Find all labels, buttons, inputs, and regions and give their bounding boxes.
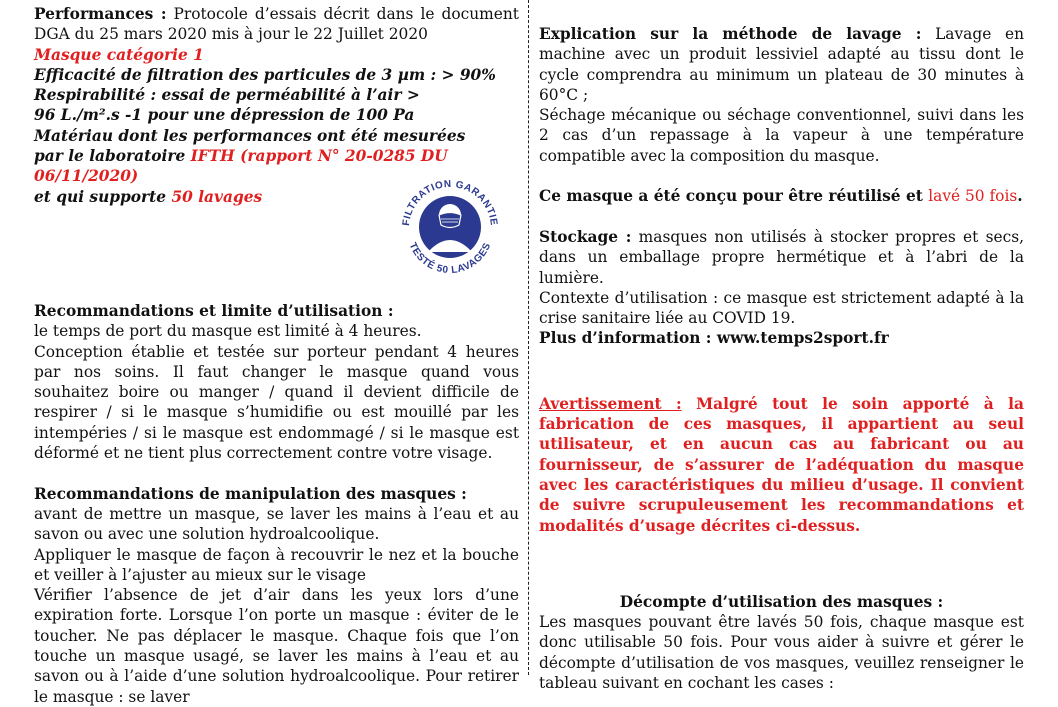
- washing-method-text: Lavage en machine avec un produit lessiviel adapté au tissu dont le cycle comprendra au minimum un plateau de 30 minutes à 60°C ;: [539, 25, 1024, 104]
- right-column: [539, 24, 1024, 693]
- drying-paragraph: Séchage mécanique ou séchage conventionnel, suivi dans les 2 cas d’un repassage à la vapeur à une température compatible avec la composition du masque.: [539, 106, 1024, 165]
- handling-title: Recommandations de manipulation des masques :: [34, 484, 467, 503]
- performances-label: Performances :: [34, 5, 167, 23]
- reuse-text: Ce masque a été conçu pour être réutilisé et: [539, 187, 929, 206]
- lab-report: IFTH (rapport N° 20-0285 DU 06/11/2020): [34, 147, 448, 186]
- warning-label: Avertissement :: [539, 394, 682, 413]
- recommendations-title: Recommandations et limite d’utilisation :: [34, 301, 394, 320]
- filtration-efficiency: Efficacité de filtration des particules de 3 µm : > 90%: [34, 65, 496, 84]
- storage-label: Stockage :: [539, 227, 632, 246]
- washing-method-label: Explication sur la méthode de lavage :: [539, 25, 922, 43]
- warning-paragraph: [539, 394, 1024, 536]
- warning-text: Malgré tout le soin apporté à la fabrication de ces masques, il appartient au seul utilisateur, et en aucun cas au fabricant ou au fournisseur, de s’assurer de l’adéquation du masque avec les caractéristiques du milieu d’usage. Il convient de suivre scrupuleusement les recommandations et modalités d’usage décrites ci-dessus.: [539, 394, 1024, 535]
- filtration-guarantee-badge: [395, 170, 505, 280]
- handling-line-3: Vérifier l’absence de jet d’air dans les yeux lors d’une expiration forte. Lorsque l’on porte un masque : éviter de le toucher. Ne pas déplacer le masque. Chaque fois que l’on touche un masque usagé, se laver les mains à l’eau et au savon ou à l’aide d’une solution hydroalcoolique. Pour retirer le masque : se laver: [34, 586, 519, 706]
- more-info: Plus d’information : www.temps2sport.fr: [539, 329, 889, 348]
- recommendations-line-2: Conception établie et testée sur porteur pendant 4 heures par nos soins. Il faut changer le masque quand vous souhaitez boire ou manger / quand il devient difficile de respirer / si le masque s’humidifie ou est mouillé par les intempéries / si le masque est endommagé / si le masque est déformé et ne tient plus correctement contre votre visage.: [34, 342, 519, 463]
- badge-top-text: FILTRATION GARANTIE: [400, 178, 500, 227]
- storage-paragraph: [539, 227, 1024, 288]
- column-divider: [528, 0, 529, 675]
- washing-method-paragraph: [539, 24, 1024, 105]
- reuse-washes: lavé 50 fois: [928, 187, 1018, 206]
- reuse-paragraph: [539, 186, 1024, 206]
- handling-line-1: avant de mettre un masque, se laver les mains à l’eau et au savon ou avec une solution hydroalcoolique.: [34, 504, 519, 544]
- performances-text: Protocole d’essais décrit dans le document DGA du 25 mars 2020 mis à jour le 22 Juillet 2020: [34, 5, 519, 44]
- mask-category: Masque catégorie 1: [34, 45, 204, 64]
- count-title: Décompte d’utilisation des masques :: [619, 592, 944, 611]
- left-column: [34, 4, 519, 707]
- handling-line-2: Appliquer le masque de façon à recouvrir le nez et la bouche et veiller à l’ajuster au mieux sur le visage: [34, 545, 519, 584]
- recommendations-line-1: le temps de port du masque est limité à 4 heures.: [34, 322, 422, 341]
- storage-text: masques non utilisés à stocker propres et secs, dans un emballage propre hermétique et à l’abri de la lumière.: [539, 227, 1024, 287]
- reuse-end: .: [1017, 187, 1023, 206]
- badge-bottom-text: TESTÉ 50 LAVAGES: [406, 241, 494, 277]
- count-text: Les masques pouvant être lavés 50 fois, chaque masque est donc utilisable 50 fois. Pour vous aider à suivre et gérer le décompte d’utilisation de vos masques, veuillez renseigner le tableau suivant en cochant les cases :: [539, 613, 1024, 693]
- material-text: Matériau dont les performances ont été mesurées par le laboratoire: [34, 126, 466, 166]
- breathability: Respirabilité : essai de perméabilité à l’air > 96 L./m².s -1 pour une dépression de 100 Pa: [34, 86, 420, 125]
- washes-text: et qui supporte: [34, 187, 172, 206]
- performances-paragraph: [34, 4, 519, 45]
- washes-count: 50 lavages: [171, 187, 263, 206]
- usage-context: Contexte d’utilisation : ce masque est strictement adapté à la crise sanitaire liée au COVID 19.: [539, 288, 1024, 328]
